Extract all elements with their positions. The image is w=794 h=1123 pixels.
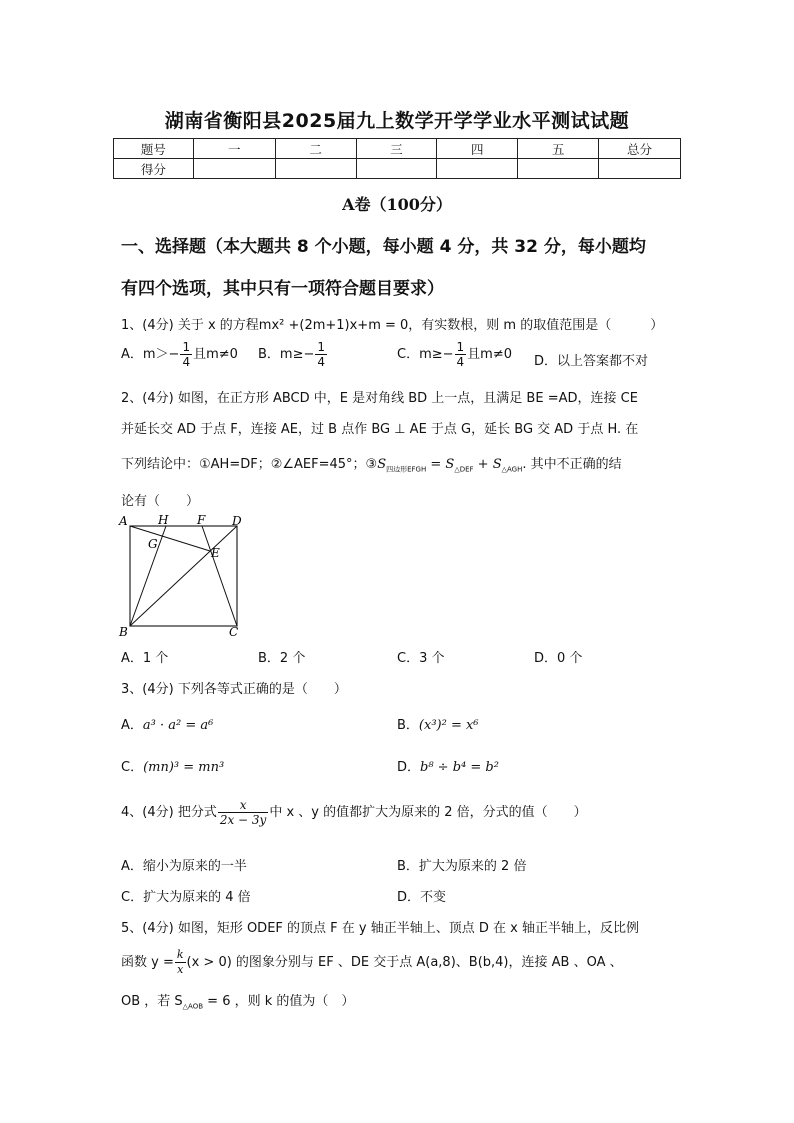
fraction: [175, 948, 186, 977]
q3-option-d-math: b⁸ ÷ b⁴ = b²: [420, 760, 499, 775]
q2-line2: 并延长交 AD 于点 F，连接 AE，过 B 点作 BG ⊥ AE 于点 G，延长 BG 交 AD 于点 H. 在: [121, 422, 639, 437]
q3-option-a: [121, 714, 213, 733]
score-cell-empty[interactable]: [356, 159, 437, 179]
q4-option-d: D．不变: [397, 890, 447, 905]
area-subscript: △AOB: [182, 1002, 204, 1011]
section-a-heading: A卷（100分）: [342, 195, 452, 214]
q3-option-d-label: D．: [397, 760, 421, 775]
score-cell-header: 总分: [599, 139, 681, 159]
q4-prefix: 4、(4分) 把分式: [121, 805, 217, 820]
label-h: H: [158, 513, 169, 527]
q2-option-b: B．2 个: [258, 651, 306, 666]
q1-option-b: [258, 340, 328, 369]
q4-suffix: 中 x 、y 的值都扩大为原来的 2 倍，分式的值（ ）: [269, 805, 587, 820]
q1-option-a: [121, 340, 238, 369]
q2-option-d: D．0 个: [534, 651, 583, 666]
square-figure: [116, 512, 250, 644]
fraction: [455, 340, 467, 369]
score-cell-empty[interactable]: [599, 159, 681, 179]
q5-line2-start: 函数 y =: [121, 955, 174, 970]
label-d: D: [232, 514, 242, 528]
score-cell-header: 二: [275, 139, 356, 159]
area-subscript: △AGH: [501, 465, 523, 474]
q5-line3-end: = 6 ，则 k 的值为（ ）: [203, 994, 355, 1009]
q3-option-b-math: (x³)² = x⁶: [418, 718, 479, 733]
q3-option-b: [397, 714, 479, 733]
q1-option-c-suffix: 且m≠0: [467, 347, 512, 362]
area-subscript: △DEF: [454, 465, 474, 474]
q3-option-d: [397, 756, 499, 775]
segment-fc: [202, 526, 237, 626]
score-row-label: 得分: [114, 159, 194, 179]
q1-option-c-prefix: C．m≥−: [397, 347, 454, 362]
label-b: B: [119, 625, 128, 639]
q4-option-a: A．缩小为原来的一半: [121, 859, 247, 874]
q3-stem: 3、(4分) 下列各等式正确的是（ ）: [121, 682, 347, 697]
label-a: A: [119, 514, 128, 528]
fraction-num: 1: [456, 340, 465, 354]
q5-line3-start: OB ，若 S: [121, 994, 183, 1009]
q2-line3: [121, 453, 622, 475]
q2-line3-end: . 其中不正确的结: [522, 457, 622, 472]
fraction-den: 4: [317, 355, 326, 369]
score-cell-header: 一: [193, 139, 275, 159]
q3-option-a-math: a³ · a² = a⁶: [142, 718, 214, 733]
plus-s: + S: [473, 457, 502, 472]
area-symbol: S: [377, 457, 387, 472]
q5-line2-end: (x > 0) 的图象分别与 EF 、DE 交于点 A(a,8)、B(b,4)，连接 AB 、OA 、: [186, 955, 623, 970]
score-cell-header: 三: [356, 139, 437, 159]
label-c: C: [229, 625, 239, 639]
q3-option-c: [121, 756, 224, 775]
area-subscript: 四边形EFGH: [386, 465, 427, 474]
q5-line3: [121, 990, 354, 1011]
fraction-den: 4: [456, 355, 465, 369]
score-cell-header: 题号: [114, 139, 194, 159]
diagonal-bd: [130, 526, 237, 626]
q1-option-d: D．以上答案都不对: [534, 354, 649, 369]
fraction: [180, 340, 192, 369]
q2-line1: 2、(4分) 如图，在正方形 ABCD 中，E 是对角线 BD 上一点，且满足 BE =AD，连接 CE: [121, 391, 638, 406]
q2-line4: 论有（ ）: [121, 494, 200, 509]
q4-option-c: C．扩大为原来的 4 倍: [121, 890, 251, 905]
score-cell-header: 四: [437, 139, 518, 159]
q3-option-b-label: B．: [397, 718, 419, 733]
q2-line3-start: 下列结论中：①AH=DF；②∠AEF=45°；③: [121, 457, 378, 472]
score-cell-header: 五: [518, 139, 599, 159]
fraction-num: x: [218, 798, 269, 813]
q5-line2: [121, 948, 623, 977]
q1-option-c: [397, 340, 512, 369]
fraction-den: x: [177, 963, 184, 976]
q2-option-c: C．3 个: [397, 651, 445, 666]
label-g: G: [148, 537, 158, 551]
q3-option-c-math: (mn)³ = mn³: [143, 760, 225, 775]
part1-heading-line1: 一、选择题（本大题共 8 个小题，每小题 4 分，共 32 分，每小题均: [121, 237, 646, 257]
fraction: [315, 340, 327, 369]
fraction-den: 2x − 3y: [219, 813, 267, 827]
q1-stem: 1、(4分) 关于 x 的方程mx² +(2m+1)x+m = 0，有实数根，则 m 的取值范围是（ ）: [121, 318, 664, 333]
q3-option-a-label: A．: [121, 718, 143, 733]
score-table-header-row: [114, 139, 681, 159]
equals-s: = S: [426, 457, 455, 472]
q2-option-a: A．1 个: [121, 651, 169, 666]
fraction-den: 4: [182, 355, 191, 369]
fraction-num: k: [176, 948, 184, 961]
q1-option-a-suffix: 且m≠0: [193, 347, 238, 362]
score-cell-empty[interactable]: [193, 159, 275, 179]
q1-option-a-prefix: A．m＞−: [121, 347, 180, 362]
label-e: E: [211, 546, 220, 560]
q1-option-b-prefix: B．m≥−: [258, 347, 315, 362]
label-f: F: [197, 513, 206, 527]
score-cell-empty[interactable]: [437, 159, 518, 179]
score-cell-empty[interactable]: [275, 159, 356, 179]
segment-ae: [130, 526, 210, 551]
score-table: [113, 138, 681, 179]
fraction: [218, 798, 269, 827]
exam-title: 湖南省衡阳县2025届九上数学开学学业水平测试试题: [164, 110, 630, 132]
q3-option-c-label: C．: [121, 760, 144, 775]
fraction-num: 1: [182, 340, 191, 354]
q4-option-b: B．扩大为原来的 2 倍: [397, 859, 527, 874]
part1-heading-line2: 有四个选项，其中只有一项符合题目要求）: [121, 279, 444, 299]
q5-line1: 5、(4分) 如图，矩形 ODEF 的顶点 F 在 y 轴正半轴上、顶点 D 在 x 轴正半轴上，反比例: [121, 921, 639, 936]
score-table-score-row: [114, 159, 681, 179]
fraction-num: 1: [317, 340, 326, 354]
score-cell-empty[interactable]: [518, 159, 599, 179]
q4-stem: [121, 798, 587, 827]
